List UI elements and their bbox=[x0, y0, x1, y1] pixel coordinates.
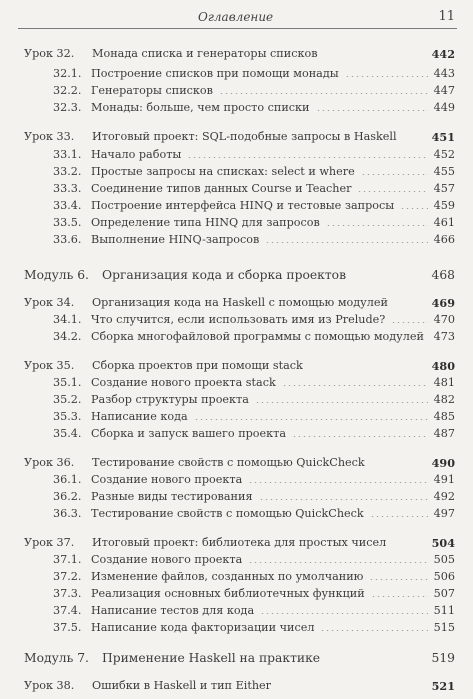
toc-sub bbox=[0, 329, 473, 345]
toc-entry-number: 33.4. bbox=[53, 199, 82, 212]
header-page-number: 11 bbox=[438, 9, 455, 24]
toc-entry-title: Ошибки в Haskell и тип Either bbox=[92, 679, 271, 692]
toc-sub bbox=[0, 100, 473, 116]
toc-entry-page: 480 bbox=[431, 359, 455, 373]
toc-entry-page: 466 bbox=[433, 233, 455, 246]
toc-entry-number: 37.4. bbox=[53, 604, 82, 617]
toc-entry-title: Итоговый проект: библиотека для простых чисел bbox=[92, 536, 387, 549]
toc-entry-title: Написание тестов для кода bbox=[91, 604, 255, 617]
leader-dots bbox=[255, 402, 428, 403]
toc-entry-title: Создание нового проекта stack bbox=[91, 376, 276, 389]
toc-entry-title: Изменение файлов, созданных по умолчанию bbox=[91, 570, 364, 583]
toc-entry-number: 32.2. bbox=[53, 84, 82, 97]
toc-entry-title: Сборка проектов при помощи stack bbox=[92, 359, 303, 372]
toc-entry-title: Монада списка и генераторы списков bbox=[92, 47, 318, 60]
toc-entry-number: Урок 36. bbox=[24, 456, 75, 469]
leader-dots bbox=[370, 516, 428, 517]
toc-entry-number: 36.2. bbox=[53, 490, 82, 503]
toc-entry-number: Урок 34. bbox=[24, 296, 75, 309]
toc-entry-title: Построение списков при помощи монады bbox=[91, 67, 339, 80]
toc-entry-number: 33.6. bbox=[53, 233, 82, 246]
toc-entry-page: 469 bbox=[431, 296, 455, 310]
toc-entry-title: Разные виды тестирования bbox=[91, 490, 253, 503]
toc-entry-number: 33.1. bbox=[53, 148, 82, 161]
toc-lesson bbox=[0, 295, 473, 311]
toc-entry-number: 33.5. bbox=[53, 216, 82, 229]
toc-entry-page: 481 bbox=[433, 376, 455, 389]
toc-entry-page: 511 bbox=[433, 604, 455, 617]
toc-entry-page: 457 bbox=[433, 182, 455, 195]
toc-sub bbox=[0, 409, 473, 425]
toc-entry-title: Начало работы bbox=[91, 148, 182, 161]
toc-entry-page: 482 bbox=[433, 393, 455, 406]
toc-entry-number: 36.3. bbox=[53, 507, 82, 520]
toc-module bbox=[0, 649, 473, 667]
toc-sub bbox=[0, 489, 473, 505]
toc-entry-number: 37.3. bbox=[53, 587, 82, 600]
toc-entry-title: Выполнение HINQ-запросов bbox=[91, 233, 260, 246]
toc-entry-page: 491 bbox=[433, 473, 455, 486]
toc-lesson bbox=[0, 535, 473, 551]
toc-entry-page: 443 bbox=[433, 67, 455, 80]
toc-entry-number: 35.2. bbox=[53, 393, 82, 406]
toc-entry-number: 33.3. bbox=[53, 182, 82, 195]
toc-entry-number: 37.2. bbox=[53, 570, 82, 583]
toc-entry-title: Реализация основных библиотечных функций bbox=[91, 587, 365, 600]
toc-entry-number: 34.1. bbox=[53, 313, 82, 326]
toc-entry-page: 451 bbox=[431, 130, 455, 144]
leader-dots bbox=[357, 191, 428, 192]
toc-entry-page: 449 bbox=[433, 101, 455, 114]
toc-entry-number: 34.2. bbox=[53, 330, 82, 343]
toc-entry-title: Сборка многофайловой программы с помощью модулей bbox=[91, 330, 424, 343]
toc-entry-number: Урок 38. bbox=[24, 679, 75, 692]
toc-sub bbox=[0, 552, 473, 568]
toc-entry-number: 35.3. bbox=[53, 410, 82, 423]
toc-entry-number: Модуль 7. bbox=[24, 651, 89, 665]
toc-sub bbox=[0, 312, 473, 328]
toc-entry-page: 468 bbox=[431, 268, 455, 282]
toc-entry-page: 470 bbox=[433, 313, 455, 326]
toc-entry-number: 35.1. bbox=[53, 376, 82, 389]
leader-dots bbox=[194, 419, 428, 420]
toc-entry-number: Урок 37. bbox=[24, 536, 75, 549]
toc-entry-title: Применение Haskell на практике bbox=[102, 651, 321, 665]
toc-lesson bbox=[0, 678, 473, 694]
leader-dots bbox=[320, 630, 428, 631]
leader-dots bbox=[361, 174, 428, 175]
toc-entry-page: 505 bbox=[433, 553, 455, 566]
toc-sub bbox=[0, 375, 473, 391]
toc-entry-page: 461 bbox=[433, 216, 455, 229]
toc-entry-title: Простые запросы на списках: select и where bbox=[91, 165, 355, 178]
leader-dots bbox=[345, 76, 428, 77]
toc-lesson bbox=[0, 455, 473, 471]
toc-sub bbox=[0, 198, 473, 214]
toc-entry-title: Тестирование свойств с помощью QuickCheck bbox=[91, 507, 364, 520]
toc-sub bbox=[0, 620, 473, 636]
toc-entry-page: 473 bbox=[433, 330, 455, 343]
toc-entry-number: Модуль 6. bbox=[24, 268, 89, 282]
toc-entry-title: Тестирование свойств с помощью QuickCheck bbox=[92, 456, 365, 469]
toc-entry-number: 37.5. bbox=[53, 621, 82, 634]
toc-entry-title: Построение интерфейса HINQ и тестовые запросы bbox=[91, 199, 395, 212]
leader-dots bbox=[400, 208, 428, 209]
toc-sub bbox=[0, 392, 473, 408]
toc-entry-page: 452 bbox=[433, 148, 455, 161]
toc-entry-page: 504 bbox=[431, 536, 455, 550]
toc-entry-number: 32.3. bbox=[53, 101, 82, 114]
toc-entry-page: 487 bbox=[433, 427, 455, 440]
toc-entry-page: 447 bbox=[433, 84, 455, 97]
toc-sub bbox=[0, 215, 473, 231]
toc-entry-number: 33.2. bbox=[53, 165, 82, 178]
toc-entry-page: 485 bbox=[433, 410, 455, 423]
toc-entry-page: 497 bbox=[433, 507, 455, 520]
toc-module bbox=[0, 266, 473, 284]
toc-entry-page: 442 bbox=[431, 47, 455, 61]
toc-sub bbox=[0, 232, 473, 248]
toc-entry-title: Создание нового проекта bbox=[91, 553, 243, 566]
toc-entry-title: Разбор структуры проекта bbox=[91, 393, 249, 406]
leader-dots bbox=[282, 385, 428, 386]
leader-dots bbox=[219, 93, 428, 94]
toc-entry-title: Что случится, если использовать имя из Prelude? bbox=[91, 313, 386, 326]
toc-lesson bbox=[0, 46, 473, 62]
toc-entry-title: Создание нового проекта bbox=[91, 473, 243, 486]
toc-entry-title: Генераторы списков bbox=[91, 84, 213, 97]
toc-entry-number: Урок 33. bbox=[24, 130, 75, 143]
toc-entry-page: 515 bbox=[433, 621, 455, 634]
leader-dots bbox=[259, 499, 428, 500]
toc-sub bbox=[0, 426, 473, 442]
toc-entry-title: Определение типа HINQ для запросов bbox=[91, 216, 320, 229]
toc-entry-number: 36.1. bbox=[53, 473, 82, 486]
toc-entry-title: Организация кода на Haskell с помощью модулей bbox=[92, 296, 388, 309]
toc-sub bbox=[0, 569, 473, 585]
leader-dots bbox=[326, 225, 428, 226]
leader-dots bbox=[187, 157, 428, 158]
toc-sub bbox=[0, 472, 473, 488]
leader-dots bbox=[248, 562, 428, 563]
toc-entry-page: 455 bbox=[433, 165, 455, 178]
toc-entry-page: 490 bbox=[431, 456, 455, 470]
toc-entry-page: 459 bbox=[433, 199, 455, 212]
toc-entry-page: 507 bbox=[433, 587, 455, 600]
leader-dots bbox=[292, 436, 428, 437]
toc-sub bbox=[0, 164, 473, 180]
toc-sub bbox=[0, 506, 473, 522]
header-title: Оглавление bbox=[198, 10, 274, 24]
toc-entry-number: 35.4. bbox=[53, 427, 82, 440]
toc-sub bbox=[0, 66, 473, 82]
toc-entry-page: 519 bbox=[431, 651, 455, 665]
toc-lesson bbox=[0, 129, 473, 145]
toc-entry-title: Монады: больше, чем просто списки bbox=[91, 101, 310, 114]
toc-sub bbox=[0, 586, 473, 602]
toc-sub bbox=[0, 181, 473, 197]
toc-entry-page: 492 bbox=[433, 490, 455, 503]
leader-dots bbox=[391, 322, 428, 323]
toc-entry-title: Соединение типов данных Course и Teacher bbox=[91, 182, 352, 195]
toc-sub bbox=[0, 603, 473, 619]
toc-entry-title: Написание кода факторизации чисел bbox=[91, 621, 315, 634]
toc-entry-number: 37.1. bbox=[53, 553, 82, 566]
toc-entry-title: Сборка и запуск вашего проекта bbox=[91, 427, 287, 440]
leader-dots bbox=[369, 579, 428, 580]
leader-dots bbox=[265, 242, 428, 243]
toc-entry-number: Урок 32. bbox=[24, 47, 75, 60]
leader-dots bbox=[248, 482, 428, 483]
toc-sub bbox=[0, 147, 473, 163]
toc-entry-title: Итоговый проект: SQL-подобные запросы в Haskell bbox=[92, 130, 397, 143]
toc-entry-title: Организация кода и сборка проектов bbox=[102, 268, 346, 282]
leader-dots bbox=[371, 596, 428, 597]
toc-entry-page: 521 bbox=[431, 679, 455, 693]
toc-sub bbox=[0, 83, 473, 99]
toc-entry-page: 506 bbox=[433, 570, 455, 583]
leader-dots bbox=[316, 110, 428, 111]
leader-dots bbox=[260, 613, 428, 614]
toc-entry-number: 32.1. bbox=[53, 67, 82, 80]
toc-lesson bbox=[0, 358, 473, 374]
toc-entry-title: Написание кода bbox=[91, 410, 188, 423]
toc-entry-number: Урок 35. bbox=[24, 359, 75, 372]
